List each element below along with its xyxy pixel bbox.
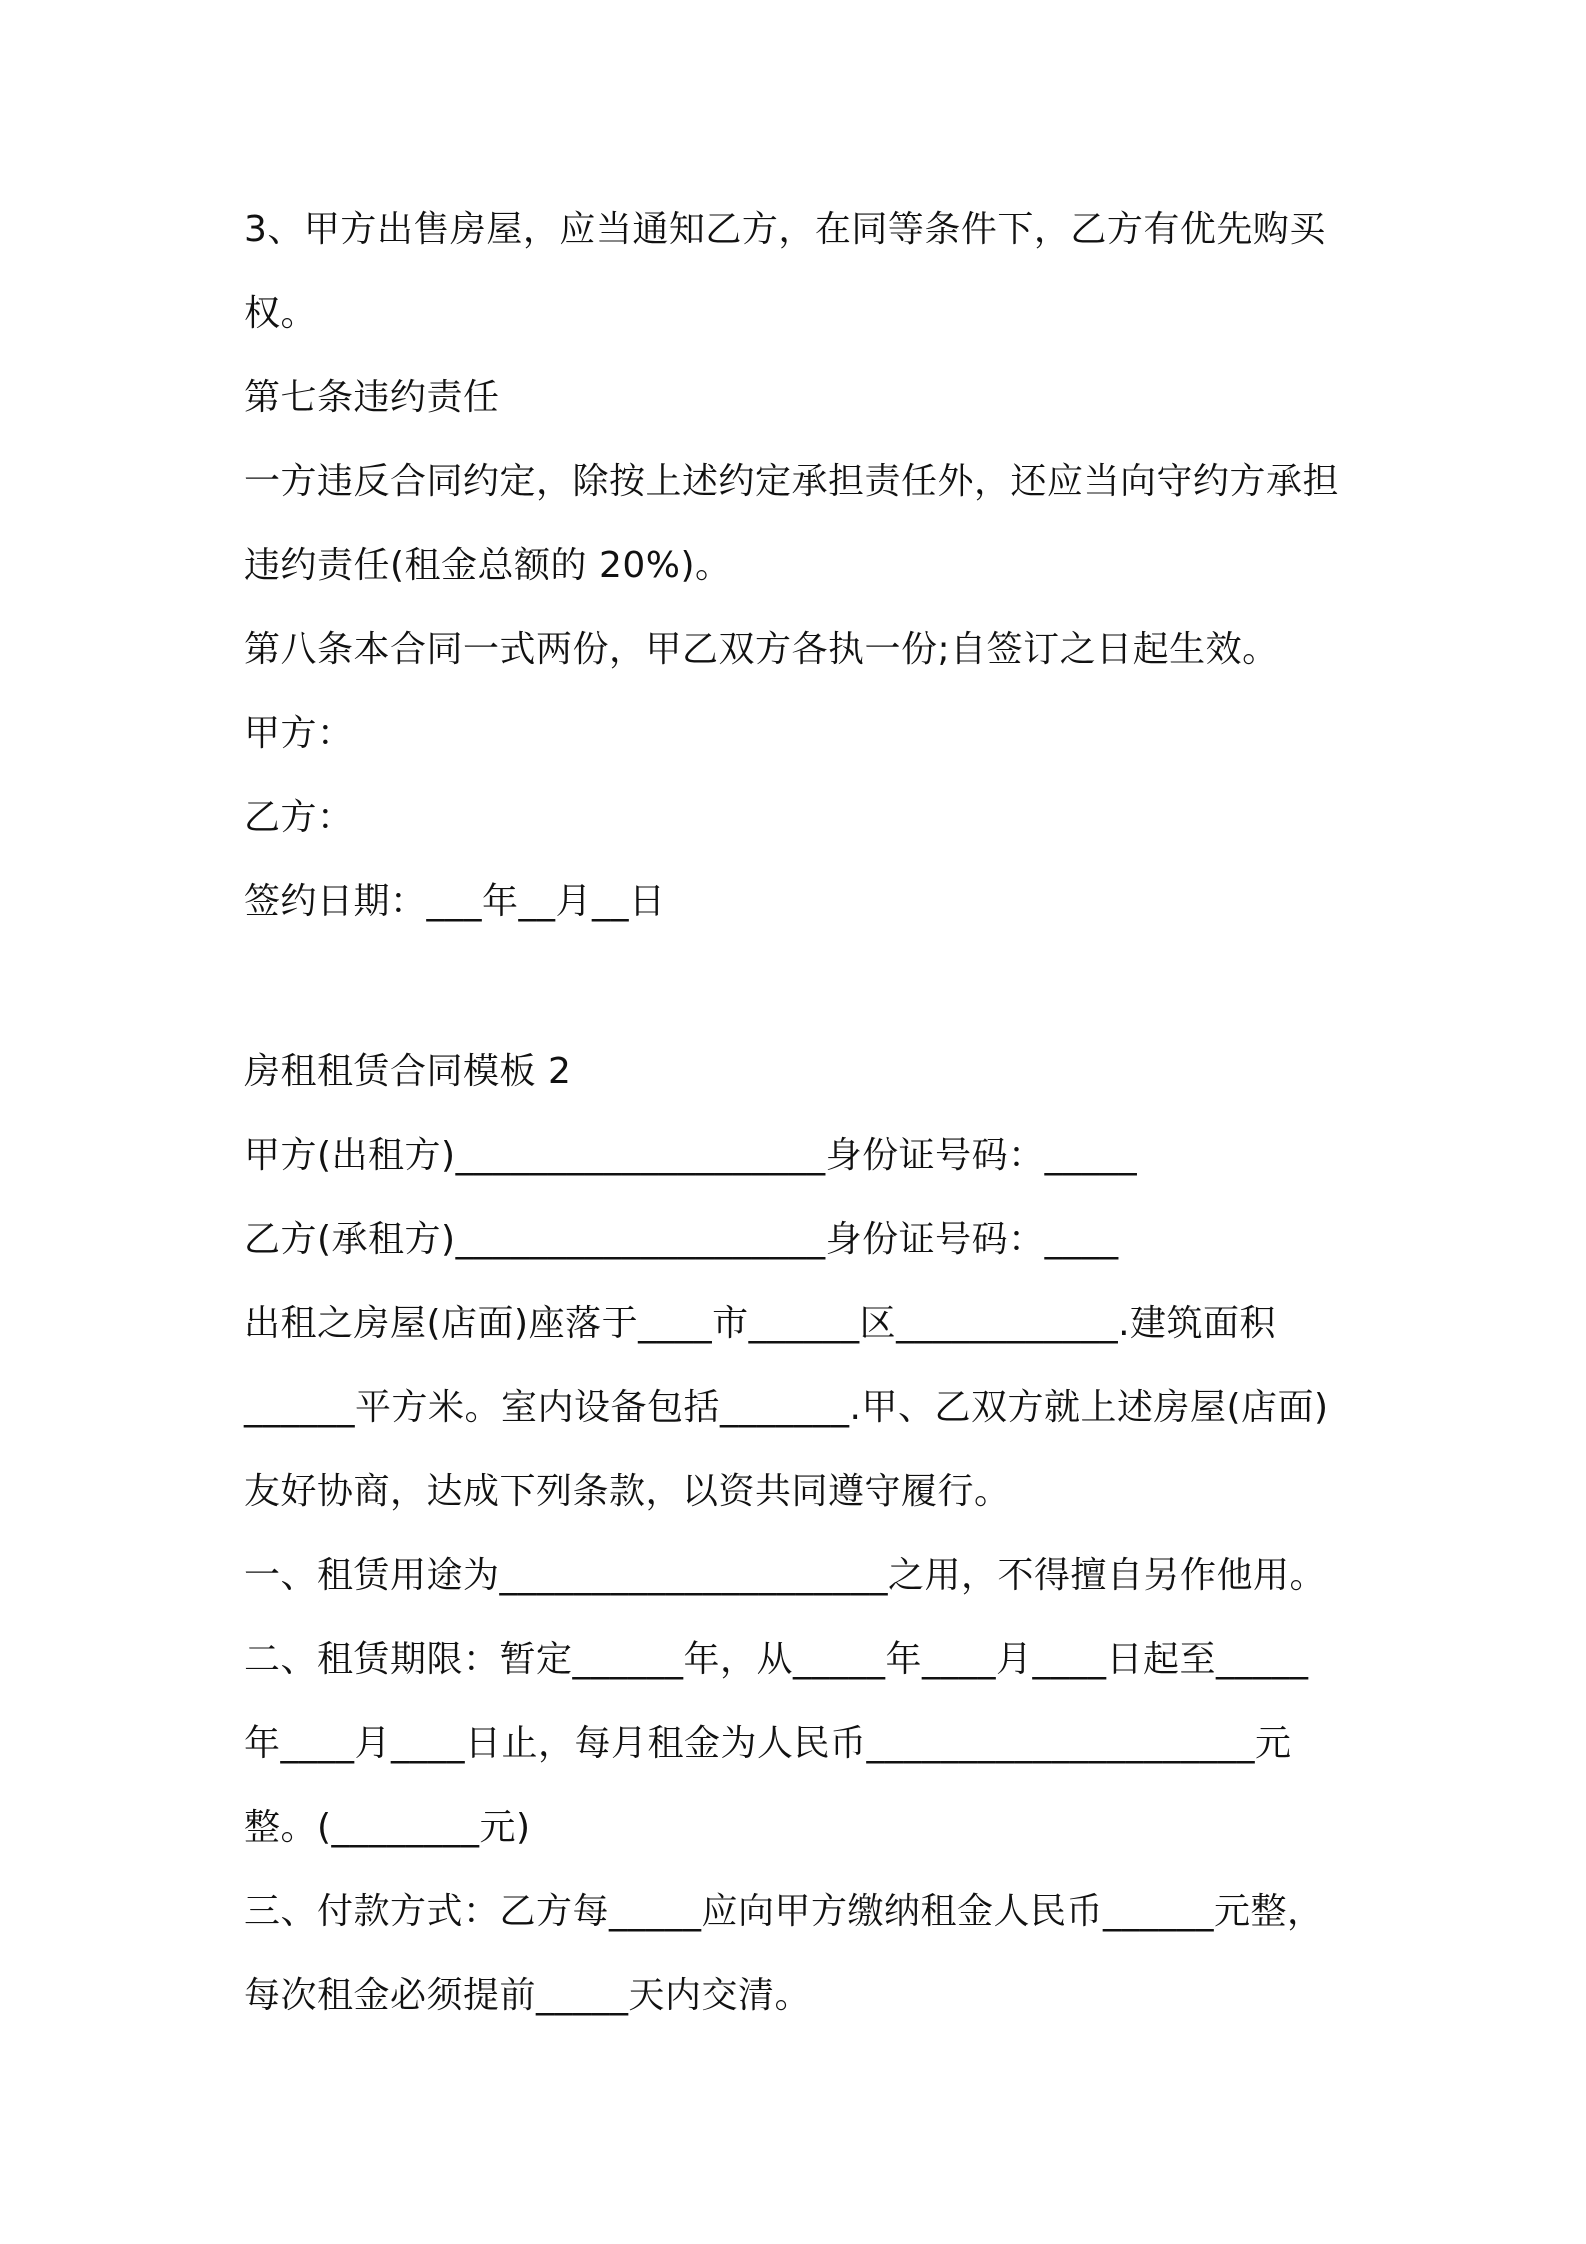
clause-3-payment-line-2: 每次租金必须提前_____天内交清。 <box>244 1975 812 2016</box>
article-7-text-line-2: 违约责任(租金总额的 20%)。 <box>244 545 732 586</box>
party-b-signature-label: 乙方： <box>244 797 354 838</box>
clause-2-term-line-1: 二、租赁期限：暂定______年，从_____年____月____日起至_____ <box>244 1639 1309 1680</box>
lessor-line: 甲方(出租方)____________________身份证号码：_____ <box>244 1135 1138 1176</box>
property-location-line-2: ______平方米。室内设备包括_______.甲、乙双方就上述房屋(店面) <box>244 1387 1329 1428</box>
clause-3-payment-line-1: 三、付款方式：乙方每_____应向甲方缴纳租金人民币______元整， <box>244 1891 1324 1932</box>
lessee-line: 乙方(承租方)____________________身份证号码：____ <box>244 1219 1119 1260</box>
property-location-line-1: 出租之房屋(店面)座落于____市______区____________.建筑面积 <box>244 1303 1277 1344</box>
clause-1-purpose: 一、租赁用途为_____________________之用，不得擅自另作他用。 <box>244 1555 1327 1596</box>
clause-3-line-2: 权。 <box>244 293 318 334</box>
party-a-signature-label: 甲方： <box>244 713 354 754</box>
article-7-text-line-1: 一方违反合同约定，除按上述约定承担责任外，还应当向守约方承担 <box>244 461 1340 502</box>
template-2-title: 房租租赁合同模板 2 <box>244 1051 572 1092</box>
clause-3-line-1: 3、甲方出售房屋，应当通知乙方，在同等条件下，乙方有优先购买 <box>244 209 1326 250</box>
article-7-heading: 第七条违约责任 <box>244 377 500 418</box>
signing-date-line: 签约日期：___年__月__日 <box>244 881 666 922</box>
clause-2-term-line-3: 整。(________元) <box>244 1807 531 1848</box>
article-8-text: 第八条本合同一式两份，甲乙双方各执一份;自签订之日起生效。 <box>244 629 1279 670</box>
clause-2-term-line-2: 年____月____日止，每月租金为人民币_____________________元 <box>244 1723 1292 1764</box>
property-location-line-3: 友好协商，达成下列条款，以资共同遵守履行。 <box>244 1471 1011 1512</box>
